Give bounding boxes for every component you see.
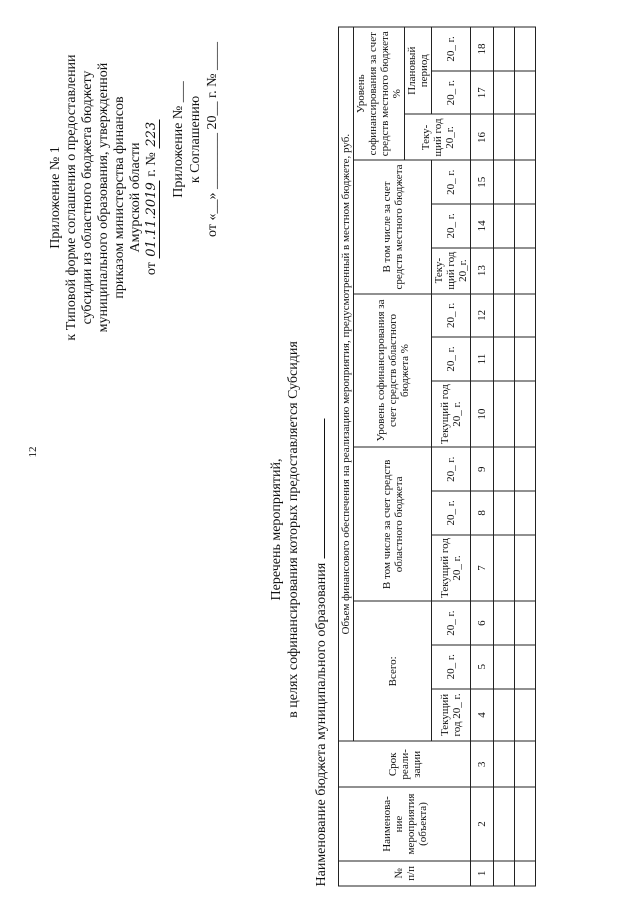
empty-cell (494, 337, 515, 381)
appendix-date-line (144, 23, 160, 373)
empty-cell (494, 601, 515, 645)
empty-cell (515, 337, 536, 381)
header-level-local: Уровень софинансирования за счет средств местного бюджета % (354, 27, 405, 160)
column-number: 9 (471, 447, 494, 491)
agreement-line: к Соглашению (188, 95, 203, 184)
empty-cell (494, 381, 515, 448)
appendix-line: Амурской области (128, 142, 143, 253)
column-number: 15 (471, 160, 494, 204)
empty-cell (494, 861, 515, 886)
empty-cell (494, 535, 515, 602)
header-total: Всего: (354, 601, 432, 741)
empty-cell (515, 689, 536, 742)
empty-cell (494, 160, 515, 204)
empty-cell (515, 787, 536, 860)
header-term: Срок реали-зации (339, 741, 471, 787)
column-number: 4 (471, 689, 494, 742)
header-year: 20_ г. (432, 204, 471, 248)
empty-cell (515, 160, 536, 204)
agreement-line: от «__» ________ 20__ г. № ____ (205, 42, 220, 237)
header-num: № п/п (339, 861, 471, 886)
empty-cell (515, 601, 536, 645)
empty-cell (515, 248, 536, 294)
header-current-year: Текущий год 20_ г. (432, 535, 471, 602)
empty-cell (494, 204, 515, 248)
column-number-row (471, 27, 494, 886)
header-current-year: Теку-щий год 20_г. (432, 248, 471, 294)
empty-cell (494, 27, 515, 71)
budget-name-line (314, 287, 330, 887)
number-label: г. № (144, 152, 159, 177)
header-year: 20_ г. (432, 447, 471, 491)
handwritten-number: 223 (144, 121, 159, 147)
budget-name-label: Наименование бюджета муниципального образования (314, 562, 329, 887)
header-level-regional: Уровень софинансирования за счет средств областного бюджета % (354, 294, 432, 448)
column-number: 2 (471, 787, 494, 860)
empty-cell (515, 491, 536, 535)
column-number: 11 (471, 337, 494, 381)
column-number: 7 (471, 535, 494, 602)
header-regional: В том числе за счет средств областного бюджета (354, 447, 432, 601)
empty-cell (494, 689, 515, 742)
empty-cell (515, 381, 536, 448)
measures-table (338, 27, 536, 887)
header-year: 20_ г. (432, 294, 471, 338)
title-line: в целях софинансирования которых предоставляется Субсидия (286, 341, 301, 718)
column-number: 13 (471, 248, 494, 294)
header-current-year: Теку-щий год 20_г. (405, 115, 471, 161)
appendix-line: Приложение № 1 (48, 146, 63, 249)
header-year: 20_ г. (432, 71, 471, 115)
empty-cell (515, 115, 536, 161)
column-number: 17 (471, 71, 494, 115)
agreement-line: Приложение № ___ (171, 81, 186, 198)
header-plan-period: Плановый период (405, 27, 432, 115)
empty-cell (494, 248, 515, 294)
empty-cell (494, 294, 515, 338)
appendix-line: субсидии из областного бюджета бюджету (80, 70, 95, 325)
header-year: 20_ г. (432, 601, 471, 645)
header-year: 20_ г. (432, 645, 471, 689)
empty-cell (494, 787, 515, 860)
empty-cell (515, 204, 536, 248)
column-number: 3 (471, 741, 494, 787)
agreement-block (170, 15, 221, 265)
empty-cell (515, 294, 536, 338)
empty-cell (494, 645, 515, 689)
empty-cell (494, 491, 515, 535)
column-number: 14 (471, 204, 494, 248)
header-current-year: Текущий год 20_ г. (432, 381, 471, 448)
empty-cell (494, 115, 515, 161)
empty-cell (515, 447, 536, 491)
column-number: 12 (471, 294, 494, 338)
column-number: 8 (471, 491, 494, 535)
column-number: 6 (471, 601, 494, 645)
header-name: Наименова-ние мероприятия (объекта) (339, 787, 471, 860)
empty-cell (515, 535, 536, 602)
header-year: 20_ г. (432, 491, 471, 535)
appendix-line: муниципального образования, утвержденной (96, 62, 111, 333)
title-line: Перечень мероприятий, (269, 458, 284, 601)
appendix-line: к Типовой форме соглашения о предоставлении (64, 54, 79, 341)
empty-cell (515, 741, 536, 787)
appendix-block (48, 23, 160, 373)
column-number: 5 (471, 645, 494, 689)
document-page (18, 0, 640, 905)
column-number: 10 (471, 381, 494, 448)
empty-cell (515, 645, 536, 689)
header-current-year: Текущий год 20_ г. (432, 689, 471, 742)
appendix-line: приказом министерства финансов (112, 96, 127, 299)
empty-cell (494, 741, 515, 787)
empty-cell (515, 71, 536, 115)
empty-cell (515, 27, 536, 71)
document-title (268, 305, 302, 755)
handwritten-date: 01.11.2019 (144, 182, 159, 257)
header-local: В том числе за счет средств местного бюджета (354, 160, 432, 293)
table-row (515, 27, 536, 886)
header-year: 20_ г. (432, 160, 471, 204)
table-row (494, 27, 515, 886)
column-number: 16 (471, 115, 494, 161)
header-year: 20_ г. (432, 337, 471, 381)
page-number: 12 (27, 446, 39, 458)
budget-name-blank (324, 419, 325, 559)
header-volume: Объем финансового обеспечения на реализацию мероприятия, предусмотренный в местном бюджете, руб. (339, 27, 354, 741)
header-year: 20_ г. (432, 27, 471, 71)
empty-cell (494, 447, 515, 491)
column-number: 18 (471, 27, 494, 71)
empty-cell (515, 861, 536, 886)
empty-cell (494, 71, 515, 115)
column-number: 1 (471, 861, 494, 886)
from-label: от (144, 262, 159, 276)
